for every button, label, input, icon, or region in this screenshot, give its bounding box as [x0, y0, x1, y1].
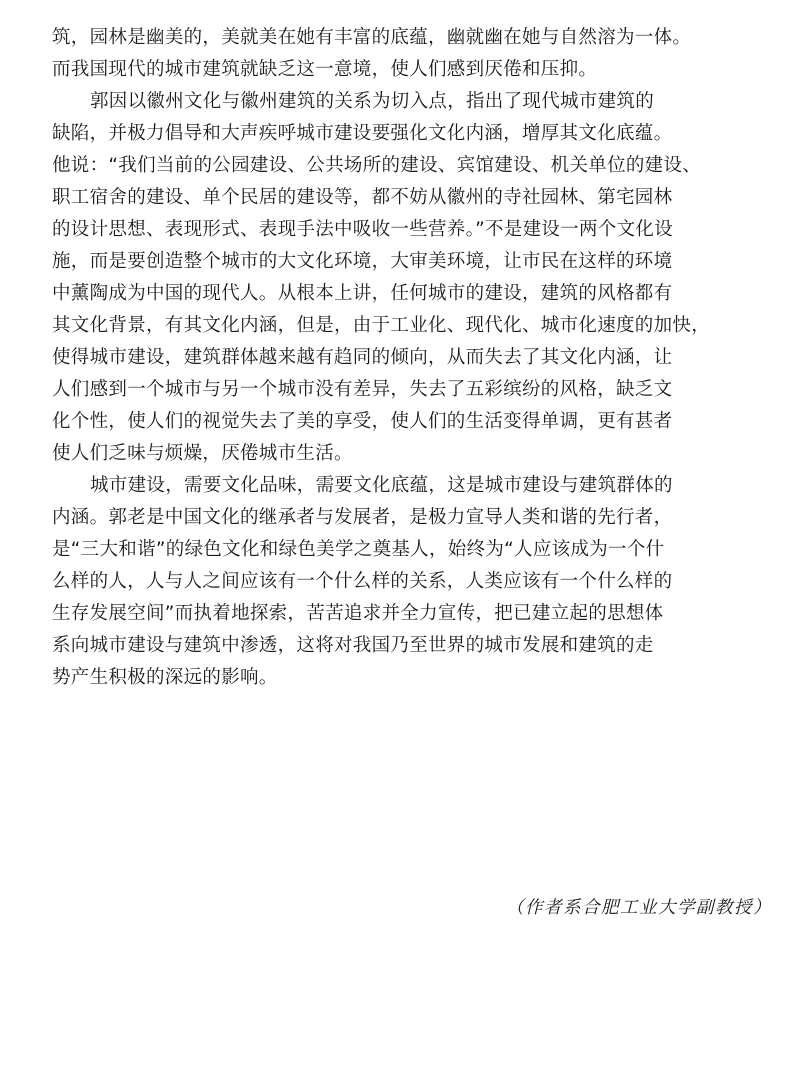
text-line: 施，而是要创造整个城市的大文化环境，大审美环境，让市民在这样的环境: [52, 251, 673, 272]
text-line: 其文化背景，有其文化内涵，但是，由于工业化、现代化、城市化速度的加快，: [52, 315, 711, 336]
text-line: 的设计思想、表现形式、表现手法中吸收一些营养。”不是建设一两个文化设: [52, 219, 674, 240]
paragraph-1: [52, 22, 772, 86]
text-line: 职工宿舍的建设、单个民居的建设等，都不妨从徽州的寺社园林、第宅园林: [52, 187, 673, 208]
text-line: 内涵。郭老是中国文化的继承者与发展者，是极力宣导人类和谐的先行者，: [52, 507, 673, 528]
text-line: 城市建设，需要文化品味，需要文化底蕴，这是城市建设与建筑群体的: [90, 475, 673, 496]
text-line: 系向城市建设与建筑中渗透，这将对我国乃至世界的城市发展和建筑的走: [52, 635, 654, 656]
text-line: 而我国现代的城市建筑就缺乏这一意境，使人们感到厌倦和压抑。: [52, 59, 598, 80]
author-byline: （作者系合肥工业大学副教授）: [506, 898, 772, 918]
text-line: 筑，园林是幽美的，美就美在她有丰富的底蕴，幽就幽在她与自然溶为一体。: [52, 27, 692, 48]
text-line: 中薰陶成为中国的现代人。从根本上讲，任何城市的建设，建筑的风格都有: [52, 283, 673, 304]
text-line: 他说：“我们当前的公园建设、公共场所的建设、宾馆建设、机关单位的建设、: [52, 155, 702, 176]
text-line: 化个性，使人们的视觉失去了美的享受，使人们的生活变得单调，更有甚者: [52, 411, 673, 432]
paragraph-2: [52, 86, 772, 470]
text-line: 缺陷，并极力倡导和大声疾呼城市建设要强化文化内涵，增厚其文化底蕴。: [52, 123, 673, 144]
text-line: 使人们乏味与烦燥，厌倦城市生活。: [52, 443, 353, 464]
text-line: 生存发展空间”而执着地探索，苦苦追求并全力宣传，把已建立起的思想体: [52, 603, 664, 624]
text-line: 使得城市建设，建筑群体越来越有趋同的倾向，从而失去了其文化内涵，让: [52, 347, 673, 368]
text-line: 么样的人，人与人之间应该有一个什么样的关系，人类应该有一个什么样的: [52, 571, 673, 592]
text-line: 是“三大和谐”的绿色文化和绿色美学之奠基人，始终为“人应该成为一个什: [52, 539, 665, 560]
text-line: 人们感到一个城市与另一个城市没有差异，失去了五彩缤纷的风格，缺乏文: [52, 379, 673, 400]
text-line: 郭因以徽州文化与徽州建筑的关系为切入点，指出了现代城市建筑的: [90, 91, 655, 112]
article-body: [52, 22, 772, 918]
text-line: 势产生积极的深远的影响。: [52, 667, 278, 688]
paragraph-3: [52, 470, 772, 694]
